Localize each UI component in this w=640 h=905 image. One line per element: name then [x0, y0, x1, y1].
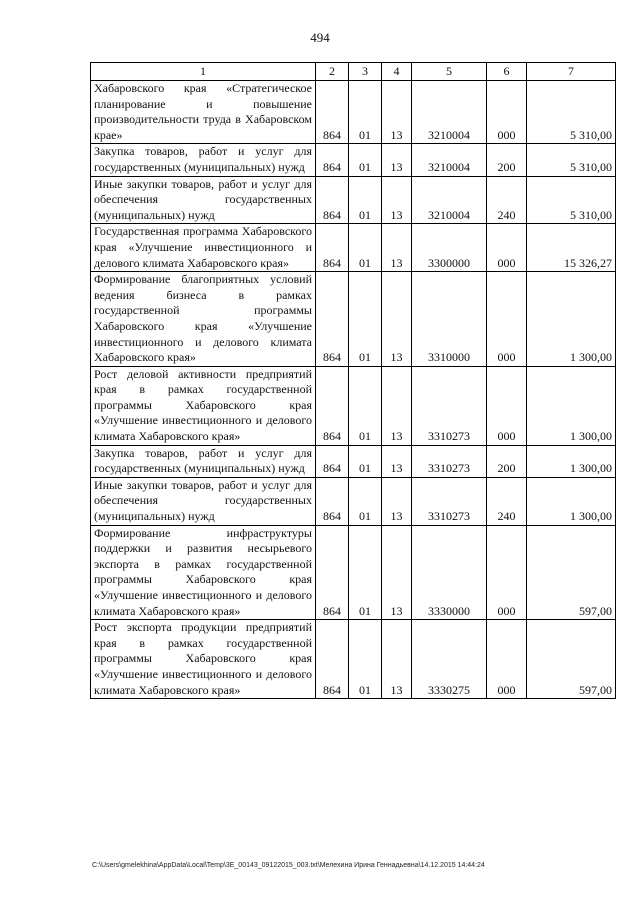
row-code-cell: 01 — [349, 525, 382, 620]
header-cell: 6 — [487, 63, 527, 81]
row-code-cell: 000 — [487, 525, 527, 620]
row-code-cell: 000 — [487, 272, 527, 367]
row-amount-cell: 15 326,27 — [527, 224, 616, 272]
row-code-cell: 13 — [382, 525, 412, 620]
row-name-cell: Рост экспорта продукции предприятий края в рамках государственной программы Хабаровского края «Улучшение инвестиционного и делового климата Хабаровского края» — [91, 620, 316, 699]
row-amount-cell: 597,00 — [527, 620, 616, 699]
row-code-cell: 3310000 — [412, 272, 487, 367]
row-code-cell: 3310273 — [412, 445, 487, 477]
row-code-cell: 13 — [382, 620, 412, 699]
row-name-cell: Иные закупки товаров, работ и услуг для обеспечения государственных (муниципальных) нужд — [91, 477, 316, 525]
row-code-cell: 3310273 — [412, 477, 487, 525]
row-code-cell: 864 — [316, 144, 349, 176]
header-row — [91, 63, 616, 81]
header-cell: 1 — [91, 63, 316, 81]
row-code-cell: 864 — [316, 477, 349, 525]
row-code-cell: 240 — [487, 477, 527, 525]
table-row — [91, 272, 616, 367]
row-code-cell: 3330275 — [412, 620, 487, 699]
table-row — [91, 81, 616, 144]
row-code-cell: 3210004 — [412, 176, 487, 224]
row-code-cell: 3330000 — [412, 525, 487, 620]
row-name-cell: Формирование благоприятных условий ведения бизнеса в рамках государственной программы Хабаровского края «Улучшение инвестиционного и делового климата Хабаровского края» — [91, 272, 316, 367]
row-code-cell: 01 — [349, 81, 382, 144]
budget-table — [90, 62, 616, 699]
page-number: 494 — [310, 30, 330, 45]
table-row — [91, 176, 616, 224]
row-code-cell: 000 — [487, 224, 527, 272]
row-code-cell: 01 — [349, 176, 382, 224]
table-row — [91, 477, 616, 525]
row-code-cell: 13 — [382, 477, 412, 525]
row-code-cell: 200 — [487, 445, 527, 477]
header-cell: 7 — [527, 63, 616, 81]
row-code-cell: 864 — [316, 525, 349, 620]
row-amount-cell: 1 300,00 — [527, 445, 616, 477]
row-code-cell: 01 — [349, 477, 382, 525]
row-code-cell: 864 — [316, 620, 349, 699]
row-code-cell: 13 — [382, 224, 412, 272]
row-code-cell: 200 — [487, 144, 527, 176]
table-row — [91, 366, 616, 445]
row-name-cell: Государственная программа Хабаровского края «Улучшение инвестиционного и делового климата Хабаровского края» — [91, 224, 316, 272]
row-code-cell: 01 — [349, 445, 382, 477]
row-code-cell: 3300000 — [412, 224, 487, 272]
row-code-cell: 01 — [349, 620, 382, 699]
row-code-cell: 864 — [316, 445, 349, 477]
row-code-cell: 13 — [382, 445, 412, 477]
header-cell: 5 — [412, 63, 487, 81]
row-name-cell: Закупка товаров, работ и услуг для государственных (муниципальных) нужд — [91, 144, 316, 176]
row-code-cell: 000 — [487, 366, 527, 445]
table-row — [91, 620, 616, 699]
row-amount-cell: 1 300,00 — [527, 477, 616, 525]
table-row — [91, 525, 616, 620]
row-amount-cell: 5 310,00 — [527, 144, 616, 176]
row-code-cell: 13 — [382, 176, 412, 224]
row-code-cell: 000 — [487, 81, 527, 144]
row-code-cell: 864 — [316, 81, 349, 144]
row-code-cell: 000 — [487, 620, 527, 699]
header-cell: 3 — [349, 63, 382, 81]
table-row — [91, 224, 616, 272]
header-cell: 4 — [382, 63, 412, 81]
table-row — [91, 445, 616, 477]
row-amount-cell: 5 310,00 — [527, 81, 616, 144]
table-body — [91, 81, 616, 699]
row-code-cell: 01 — [349, 224, 382, 272]
footer-path: C:\Users\gmelekhina\AppData\Local\Temp\3E_00143_09122015_003.txt\Мелехина Ирина Геннадьевна\14.12.2015 14:44:24 — [92, 862, 485, 869]
row-code-cell: 13 — [382, 81, 412, 144]
row-code-cell: 01 — [349, 272, 382, 367]
row-amount-cell: 1 300,00 — [527, 272, 616, 367]
row-amount-cell: 5 310,00 — [527, 176, 616, 224]
table-row — [91, 144, 616, 176]
row-code-cell: 13 — [382, 144, 412, 176]
row-name-cell: Закупка товаров, работ и услуг для государственных (муниципальных) нужд — [91, 445, 316, 477]
row-name-cell: Хабаровского края «Стратегическое планирование и повышение производительности труда в Хабаровском крае» — [91, 81, 316, 144]
header-cell: 2 — [316, 63, 349, 81]
row-amount-cell: 597,00 — [527, 525, 616, 620]
row-code-cell: 864 — [316, 272, 349, 367]
row-code-cell: 3310273 — [412, 366, 487, 445]
row-amount-cell: 1 300,00 — [527, 366, 616, 445]
row-name-cell: Рост деловой активности предприятий края в рамках государственной программы Хабаровского края «Улучшение инвестиционного и делового климата Хабаровского края» — [91, 366, 316, 445]
row-code-cell: 13 — [382, 366, 412, 445]
row-code-cell: 13 — [382, 272, 412, 367]
row-code-cell: 3210004 — [412, 144, 487, 176]
row-code-cell: 864 — [316, 176, 349, 224]
row-code-cell: 864 — [316, 224, 349, 272]
row-code-cell: 864 — [316, 366, 349, 445]
row-code-cell: 3210004 — [412, 81, 487, 144]
row-name-cell: Иные закупки товаров, работ и услуг для обеспечения государственных (муниципальных) нужд — [91, 176, 316, 224]
row-code-cell: 01 — [349, 366, 382, 445]
row-code-cell: 240 — [487, 176, 527, 224]
row-code-cell: 01 — [349, 144, 382, 176]
row-name-cell: Формирование инфраструктуры поддержки и развития несырьевого экспорта в рамках государственной программы Хабаровского края «Улучшение инвестиционного и делового климата Хабаровского края» — [91, 525, 316, 620]
